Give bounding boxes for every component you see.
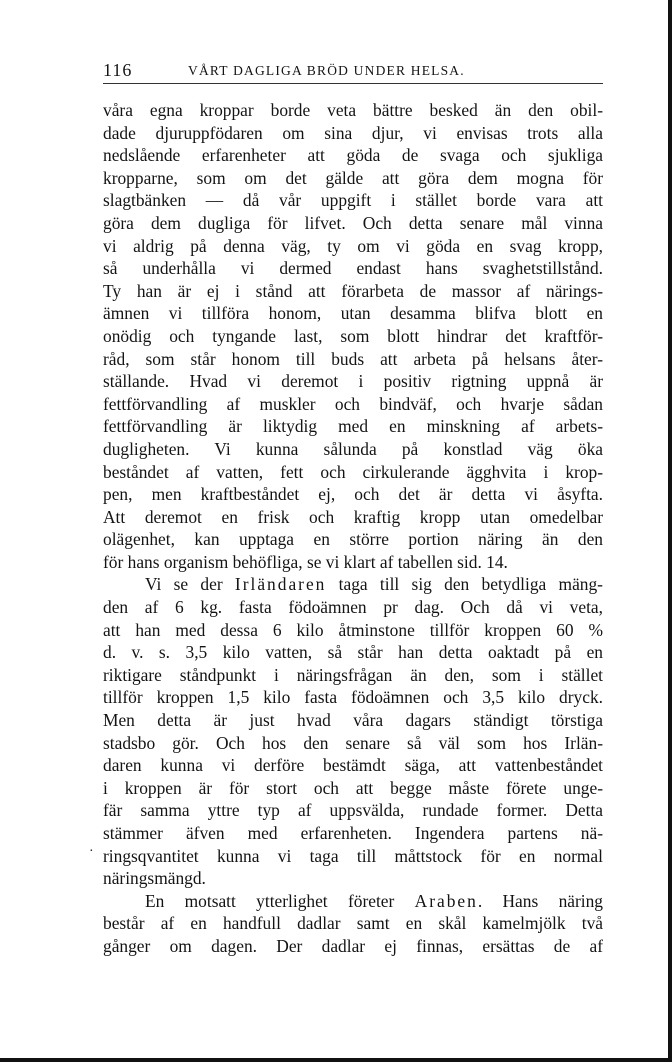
text-run: En motsatt ytterlighet företer (145, 890, 415, 911)
text-line: i kroppen är för stort och att begge måste förete unge- (103, 777, 603, 798)
text-line: består af en handfull dadlar samt en skål kamelmjölk två (103, 913, 603, 934)
spaced-name: Irländaren (234, 574, 327, 595)
text-run: Vi se der (145, 574, 235, 595)
text-line: beståndet af vatten, fett och cirkulerande ägghvita i krop- (103, 461, 603, 482)
text-line: råd, som står honom till buds att arbeta på helsans åter- (103, 348, 603, 369)
text-line: fettförvandling är liktydig med en minskning af arbets- (103, 416, 603, 437)
body-text (103, 99, 603, 958)
text-line (103, 890, 603, 913)
text-line: våra egna kroppar borde veta bättre besked än den obil- (103, 100, 603, 120)
text-line: ställande. Hvad vi deremot i positiv rigtning uppnå är (103, 371, 603, 392)
running-head: VÅRT DAGLIGA BRÖD UNDER HELSA. (188, 63, 465, 78)
text-line: slagtbänken — då vår uppgift i stället borde vara att (103, 190, 603, 211)
text-line: kropparne, som om det gälde att göra dem mogna för (103, 167, 603, 188)
text-line: onödig och tyngande last, som blott hindrar det kraftför- (103, 325, 603, 346)
text-line: ringsqvantitet kunna vi taga till måttstock för en normal (103, 845, 603, 866)
text-run: . Hans näring (477, 890, 603, 911)
text-line: för hans organism behöfliga, se vi klart af tabellen sid. 14. (103, 551, 508, 572)
text-line: Ty han är ej i stånd att förarbeta de massor af närings- (103, 280, 603, 301)
text-line: ämnen vi tillföra honom, utan desamma blifva blott en (103, 303, 603, 324)
text-line: att han med dessa 6 kilo åtminstone tillför kroppen 60 % (103, 619, 603, 640)
text-line: den af 6 kg. fasta födoämnen pr dag. Och då vi veta, (103, 597, 603, 618)
text-line: Att deremot en frisk och kraftig kropp utan omedelbar (103, 506, 603, 527)
text-line: vi aldrig på denna väg, ty om vi göda en svag kropp, (103, 235, 603, 256)
text-line: nedslående erfarenheter att göda de svaga och sjukliga (103, 145, 603, 166)
text-line: daren kunna vi derföre bestämdt säga, att vattenbeståndet (103, 755, 603, 776)
margin-mark: · (89, 844, 94, 859)
page-header (103, 57, 603, 84)
spaced-name: Araben (414, 890, 478, 911)
page-edge-bottom (0, 1058, 672, 1062)
text-line: Men detta är just hvad våra dagars ständigt törstiga (103, 710, 603, 731)
text-line: gånger om dagen. Der dadlar ej finnas, ersättas de af (103, 935, 603, 956)
text-line: göra dem dugliga för lifvet. Och detta senare mål vinna (103, 212, 603, 233)
text-line: olägenhet, kan upptaga en större portion näring än den (103, 529, 603, 550)
page-number: 116 (103, 60, 133, 80)
text-line: fär samma yttre typ af uppsvälda, rundade former. Detta (103, 800, 603, 821)
text-line: näringsmängd. (103, 868, 206, 889)
text-line: stadsbo gör. Och hos den senare så väl som hos Irlän- (103, 732, 603, 753)
text-line: dugligheten. Vi kunna sålunda på konstlad väg öka (103, 438, 603, 459)
text-line: tillför kroppen 1,5 kilo fasta födoämnen och 3,5 kilo dryck. (103, 687, 603, 708)
text-line: stämmer äfven med erfarenheten. Ingendera partens nä- (103, 823, 603, 843)
text-line: fettförvandling af muskler och bindväf, och hvarje sådan (103, 393, 603, 414)
page-edge-right (668, 0, 672, 1062)
text-line: så underhålla vi dermed endast hans svaghetstillstånd. (103, 258, 603, 279)
text-line: riktigare ståndpunkt i näringsfrågan än den, som i stället (103, 664, 603, 685)
text-line: pen, men kraftbeståndet ej, och det är detta vi åsyfta. (103, 484, 603, 505)
text-line: d. v. s. 3,5 kilo vatten, så står han detta oaktadt på en (103, 642, 603, 663)
text-line (103, 573, 603, 596)
text-run: taga till sig den betydliga mäng- (326, 574, 603, 595)
text-line: dade djuruppfödaren om sina djur, vi envisas trots alla (103, 122, 603, 143)
